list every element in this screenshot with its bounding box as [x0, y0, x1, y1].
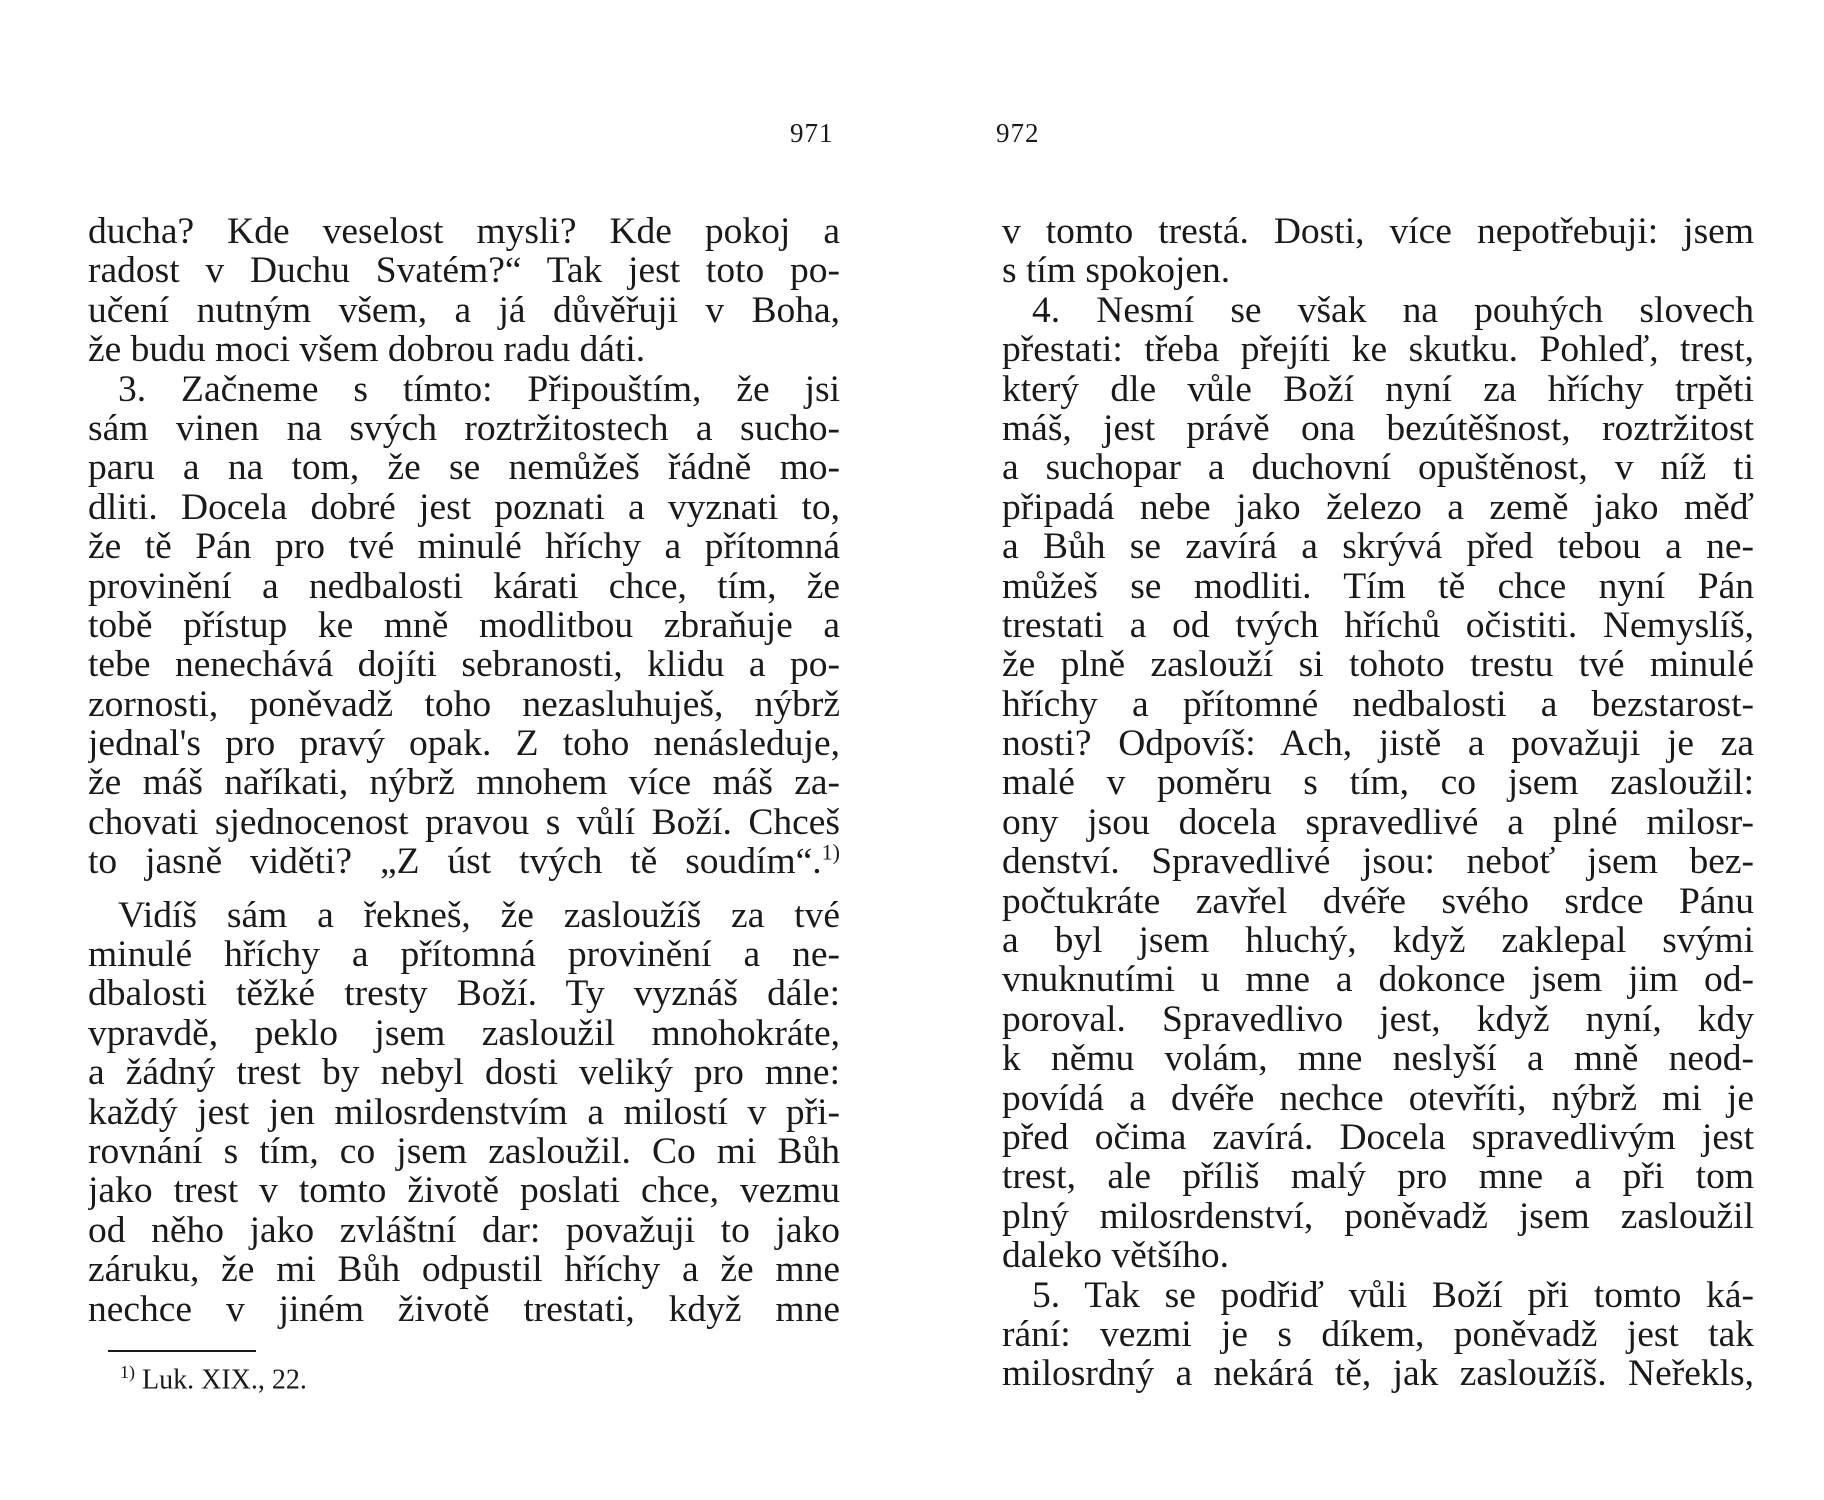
text-line [88, 763, 840, 802]
text-line [88, 1171, 840, 1210]
text-line [1002, 685, 1754, 724]
text-line [1002, 1157, 1754, 1196]
text-line [1002, 803, 1754, 842]
text-line-content: máš, jest právě ona bezútěšnost, roztržitost [1002, 408, 1754, 449]
text-line-content: chovati sjednocenost pravou s vůlí Boží. Chceš [88, 802, 840, 843]
text-line [1002, 1079, 1754, 1118]
text-line-content: hříchy a přítomné nedbalosti a bezstarost- [1002, 684, 1754, 725]
text-line [1002, 291, 1754, 330]
text-line [1002, 1000, 1754, 1039]
text-line [88, 896, 840, 935]
text-line [88, 645, 840, 684]
text-line-content: od něho jako zvláštní dar: považuji to jako [88, 1210, 840, 1251]
footnote-mark: 1) [120, 1362, 135, 1382]
text-line-content: počtukráte zavřel dvéře svého srdce Pánu [1002, 881, 1754, 922]
text-line [1002, 724, 1754, 763]
text-line-content: radost v Duchu Svatém?“ Tak jest toto po- [88, 251, 840, 291]
text-line [88, 724, 840, 763]
text-line-content: trestati a od tvých hříchů očistiti. Nemyslíš, [1002, 605, 1754, 646]
text-line [1002, 409, 1754, 448]
text-line [88, 842, 840, 881]
text-line [1002, 645, 1754, 684]
text-line-content: záruku, že mi Bůh odpustil hříchy a že mne [88, 1250, 840, 1290]
page-number-right: 972 [996, 118, 1040, 148]
text-line [1002, 606, 1754, 645]
text-line-content: jednal's pro pravý opak. Z toho nenásleduje, [88, 724, 840, 764]
footnote-text: Luk. XIX., 22. [142, 1364, 307, 1396]
text-line [1002, 763, 1754, 802]
text-line [1002, 921, 1754, 960]
left-page-text [88, 212, 840, 1329]
text-line-content: 3. Začneme s tímto: Připouštím, že jsi [118, 369, 840, 409]
text-line-content: že plně zaslouží si tohoto trestu tvé minulé [1002, 645, 1754, 685]
text-line-content: rovnání s tím, co jsem zasloužil. Co mi Bůh [88, 1131, 840, 1172]
text-line [88, 330, 840, 369]
text-line-content: že máš naříkati, nýbrž mnohem více máš za- [88, 763, 840, 803]
text-line-content: daleko většího. [1002, 1236, 1230, 1276]
text-line [88, 803, 840, 842]
text-line-content: a byl jsem hluchý, když zaklepal svými [1002, 921, 1754, 961]
text-line-content: tebe nenechává dojíti sebranosti, klidu a po- [88, 645, 840, 685]
text-line [1002, 1315, 1754, 1354]
text-line [1002, 370, 1754, 409]
text-line [88, 935, 840, 974]
text-line-content: paru a na tom, že se nemůžeš řádně mo- [88, 448, 840, 488]
footnote [120, 1362, 307, 1396]
text-line-content: to jasně viděti? „Z úst tvých tě soudím“. [88, 842, 822, 882]
text-line-content: milosrdný a nekárá tě, jak zasloužíš. Neřekls, [1002, 1354, 1754, 1394]
text-line-content: můžeš se modliti. Tím tě chce nyní Pán [1002, 566, 1754, 606]
footnote-reference: 1) [821, 842, 840, 865]
text-line-content: s tím spokojen. [1002, 251, 1231, 291]
text-line-content: připadá nebe jako železo a země jako měď [1002, 487, 1754, 528]
text-line [88, 1093, 840, 1132]
footnote-divider [108, 1350, 256, 1352]
text-line [1002, 960, 1754, 999]
text-line-content: minulé hříchy a přítomná provinění a ne- [88, 935, 840, 975]
text-line [88, 212, 840, 251]
text-line [88, 1053, 840, 1092]
text-line-content: nosti? Odpovíš: Ach, jistě a považuji je za [1002, 724, 1754, 764]
text-line-content: denství. Spravedlivé jsou: neboť jsem bez- [1002, 842, 1754, 882]
text-line-content: zornosti, poněvadž toho nezasluhuješ, nýbrž [88, 684, 840, 725]
text-line [1002, 448, 1754, 487]
text-line-content: který dle vůle Boží nyní za hříchy trpěti [1002, 369, 1754, 409]
text-line [1002, 251, 1754, 290]
text-line [1002, 527, 1754, 566]
text-line [88, 1290, 840, 1329]
text-line [1002, 567, 1754, 606]
text-line [88, 527, 840, 566]
page-number-left: 971 [790, 118, 834, 148]
paragraph-gap [88, 882, 840, 896]
text-line-content: tobě přístup ke mně modlitbou zbraňuje a [88, 605, 840, 646]
text-line-content: učení nutným všem, a já důvěřuji v Boha, [88, 290, 840, 331]
text-line-content: před očima zavírá. Docela spravedlivým jest [1002, 1117, 1754, 1158]
text-line-content: že tě Pán pro tvé minulé hříchy a přítomná [88, 527, 840, 567]
text-line-content: dbalosti těžké tresty Boží. Ty vyznáš dále: [88, 974, 840, 1014]
text-line-content: přestati: třeba přejíti ke skutku. Pohleď, trest, [1002, 330, 1754, 370]
text-line [88, 1211, 840, 1250]
text-line-content: rání: vezmi je s díkem, poněvadž jest tak [1002, 1314, 1754, 1355]
text-line-content: k němu volám, mne neslyší a mně neod- [1002, 1039, 1754, 1079]
text-line [88, 251, 840, 290]
text-line-content: v tomto trestá. Dosti, více nepotřebuji: jsem [1002, 212, 1754, 252]
text-line-content: 5. Tak se podřiď vůli Boží při tomto ká- [1032, 1275, 1754, 1315]
text-line [1002, 1118, 1754, 1157]
text-line [1002, 330, 1754, 369]
text-line [1002, 212, 1754, 251]
text-line [88, 1250, 840, 1289]
text-line-content: Vidíš sám a řekneš, že zasloužíš za tvé [118, 895, 840, 936]
text-line [1002, 1039, 1754, 1078]
text-line-content: plný milosrdenství, poněvadž jsem zasloužil [1002, 1196, 1754, 1237]
text-line-content: ducha? Kde veselost mysli? Kde pokoj a [88, 212, 840, 252]
text-line-content: povídá a dvéře nechce otevříti, nýbrž mi je [1002, 1078, 1754, 1118]
text-line [88, 291, 840, 330]
text-line-content: a suchopar a duchovní opuštěnost, v níž ti [1002, 448, 1754, 488]
text-line-content: že budu moci všem dobrou radu dáti. [88, 330, 646, 370]
text-line [1002, 1197, 1754, 1236]
text-line-content: a Bůh se zavírá a skrývá před tebou a ne- [1002, 527, 1754, 567]
text-line [88, 370, 840, 409]
text-line [88, 1014, 840, 1053]
text-line [1002, 1354, 1754, 1393]
text-line [1002, 882, 1754, 921]
text-line [1002, 1236, 1754, 1275]
text-line-content: sám vinen na svých roztržitostech a sucho- [88, 408, 840, 449]
text-line [1002, 842, 1754, 881]
text-line-content: každý jest jen milosrdenstvím a milostí v při- [88, 1092, 840, 1132]
text-line-content: ony jsou docela spravedlivé a plné milosr- [1002, 802, 1754, 843]
text-line-content: poroval. Spravedlivo jest, když nyní, kdy [1002, 999, 1754, 1040]
text-line-content: 4. Nesmí se však na pouhých slovech [1032, 290, 1754, 331]
text-line-content: provinění a nedbalosti kárati chce, tím, že [88, 566, 840, 606]
text-line-content: malé v poměru s tím, co jsem zasloužil: [1002, 763, 1754, 803]
text-line [88, 1132, 840, 1171]
text-line [88, 488, 840, 527]
text-line-content: vpravdě, peklo jsem zasloužil mnohokráte, [88, 1013, 840, 1054]
text-line [88, 409, 840, 448]
text-line-content: vnuknutími u mne a dokonce jsem jim od- [1002, 960, 1754, 1000]
right-page-text [1002, 212, 1754, 1394]
text-line [88, 974, 840, 1013]
text-line [88, 685, 840, 724]
text-line [88, 606, 840, 645]
text-line [88, 567, 840, 606]
text-line-content: jako trest v tomto životě poslati chce, vezmu [88, 1171, 840, 1211]
text-line [1002, 1276, 1754, 1315]
text-line-content: a žádný trest by nebyl dosti veliký pro mne: [88, 1053, 840, 1093]
text-line-content: dliti. Docela dobré jest poznati a vyznati to, [88, 487, 840, 528]
text-line-content: nechce v jiném životě trestati, když mne [88, 1289, 840, 1329]
text-line [88, 448, 840, 487]
text-line [1002, 488, 1754, 527]
text-line-content: trest, ale příliš malý pro mne a při tom [1002, 1157, 1754, 1197]
